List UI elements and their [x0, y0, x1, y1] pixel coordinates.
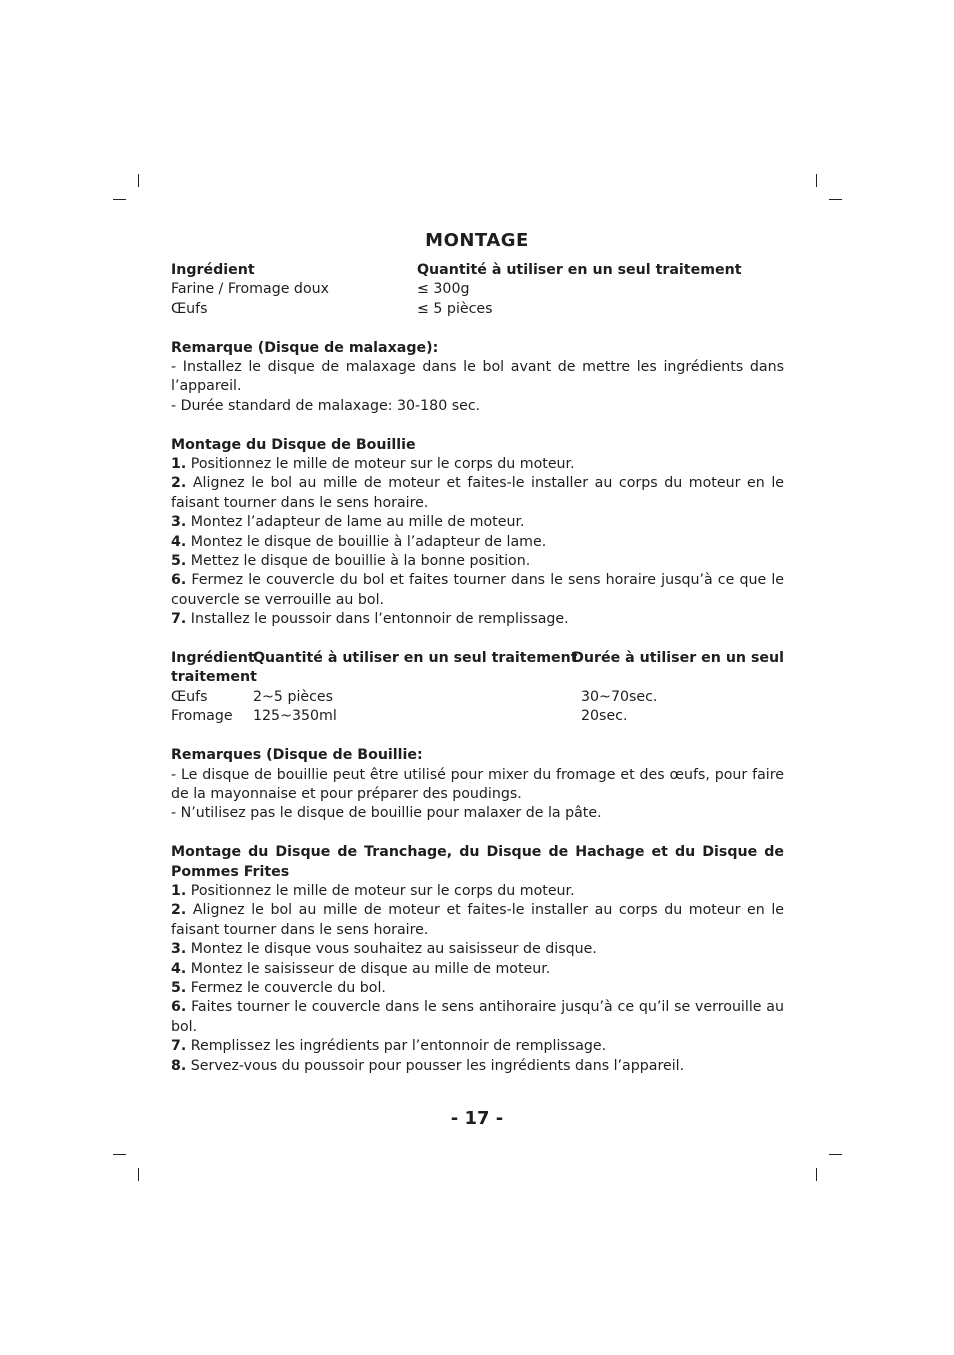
remark-line: - N’utilisez pas le disque de bouillie pour malaxer de la pâte. [171, 805, 602, 822]
table1-cell: Farine / Fromage doux [171, 281, 330, 298]
step-text: Montez le disque vous souhaitez au saisisseur de disque. [186, 941, 597, 958]
table-row [171, 707, 784, 726]
list-item [171, 998, 784, 1037]
list-item [171, 455, 784, 474]
table1-header-row [171, 261, 784, 280]
section-tranchage-heading: Montage du Disque de Tranchage, du Disque de Hachage et du Disque de Pommes Frites [171, 844, 784, 880]
table1-cell: Œufs [171, 300, 208, 317]
remark-bouillie-heading: Remarques (Disque de Bouillie: [171, 747, 423, 764]
list-item [171, 1057, 784, 1076]
table2-cell: 2~5 pièces [253, 688, 334, 705]
step-number: 5. [171, 979, 187, 996]
table2-header-duration: Durée à utiliser en un seul [572, 650, 784, 667]
table2-cell: 125~350ml [253, 708, 337, 725]
step-text: Mettez le disque de bouillie à la bonne position. [186, 553, 531, 570]
table2-header-row [171, 649, 784, 668]
list-item [171, 571, 784, 610]
step-number: 2. [171, 475, 187, 492]
table2-header-quantity: Quantité à utiliser en un seul traitement [253, 650, 578, 667]
step-number: 1. [171, 456, 187, 473]
step-text: Remplissez les ingrédients par l’entonnoir de remplissage. [186, 1038, 607, 1055]
table1-header-ingredient: Ingrédient [171, 262, 255, 278]
step-text: Montez le disque de bouillie à l’adapteur de lame. [186, 533, 547, 550]
list-item [171, 1037, 784, 1056]
step-text: Montez l’adapteur de lame au mille de moteur. [186, 514, 525, 531]
list-item [171, 882, 784, 901]
step-number: 7. [171, 611, 187, 628]
remark-line: - Durée standard de malaxage: 30-180 sec. [171, 397, 481, 414]
step-text: Positionnez le mille de moteur sur le corps du moteur. [186, 456, 575, 473]
crop-mark-top-right-vertical [816, 174, 817, 187]
step-text: Alignez le bol au mille de moteur et faites-le installer au corps du moteur en le faisant tourner dans le sens horaire. [171, 475, 784, 511]
step-number: 7. [171, 1038, 187, 1055]
table-row [171, 280, 784, 299]
section-bouillie-heading: Montage du Disque de Bouillie [171, 436, 416, 453]
step-text: Servez-vous du poussoir pour pousser les ingrédients dans l’appareil. [186, 1057, 685, 1074]
crop-mark-bottom-left-vertical [138, 1168, 139, 1181]
table2-header-ingredient: Ingrédient [171, 650, 255, 667]
list-item [171, 513, 784, 532]
crop-mark-top-left-vertical [138, 174, 139, 187]
remark-line: - Le disque de bouillie peut être utilisé pour mixer du fromage et des œufs, pour faire de la mayonnaise et pour préparer des poudings. [171, 766, 784, 802]
page-number: - 17 - [450, 1108, 504, 1129]
step-number: 4. [171, 960, 187, 977]
step-number: 6. [171, 999, 187, 1016]
step-number: 6. [171, 572, 187, 589]
step-number: 2. [171, 902, 187, 919]
step-number: 5. [171, 553, 187, 570]
step-text: Faites tourner le couvercle dans le sens antihoraire jusqu’à ce qu’il se verrouille au bol. [171, 999, 784, 1035]
table2-header-duration-continued: traitement [171, 669, 257, 686]
step-text: Installez le poussoir dans l’entonnoir de remplissage. [186, 611, 569, 628]
step-text: Montez le saisisseur de disque au mille de moteur. [186, 960, 551, 977]
remark-line: - Installez le disque de malaxage dans le bol avant de mettre les ingrédients dans l’appareil. [171, 359, 784, 395]
list-item [171, 533, 784, 552]
table1-header-quantity: Quantité à utiliser en un seul traitement [417, 262, 742, 278]
step-text: Alignez le bol au mille de moteur et faites-le installer au corps du moteur en le faisant tourner dans le sens horaire. [171, 902, 784, 938]
page-title: MONTAGE [425, 230, 529, 251]
step-number: 8. [171, 1057, 187, 1074]
step-number: 1. [171, 882, 187, 899]
crop-mark-top-right-horizontal [829, 199, 842, 200]
list-item [171, 901, 784, 940]
crop-mark-bottom-right-horizontal [829, 1154, 842, 1155]
page-content [171, 261, 784, 1076]
step-text: Fermez le couvercle du bol. [186, 979, 386, 996]
table1-cell: ≤ 300g [417, 281, 470, 298]
step-number: 3. [171, 941, 187, 958]
table2-cell: Fromage [171, 708, 233, 725]
list-item [171, 610, 784, 629]
crop-mark-bottom-right-vertical [816, 1168, 817, 1181]
table2-cell: 20sec. [581, 708, 628, 725]
step-text: Fermez le couvercle du bol et faites tourner dans le sens horaire jusqu’à ce que le couvercle se verrouille au bol. [171, 572, 784, 608]
table-row [171, 688, 784, 707]
table2-cell: Œufs [171, 688, 208, 705]
remark-malaxage-heading: Remarque (Disque de malaxage): [171, 339, 439, 356]
list-item [171, 552, 784, 571]
table1-cell: ≤ 5 pièces [417, 300, 493, 317]
list-item [171, 960, 784, 979]
step-number: 3. [171, 514, 187, 531]
table2-cell: 30~70sec. [581, 688, 658, 705]
crop-mark-bottom-left-horizontal [113, 1154, 126, 1155]
list-item [171, 979, 784, 998]
table-row [171, 300, 784, 319]
crop-mark-top-left-horizontal [113, 199, 126, 200]
step-text: Positionnez le mille de moteur sur le corps du moteur. [186, 882, 575, 899]
step-number: 4. [171, 533, 187, 550]
list-item [171, 940, 784, 959]
list-item [171, 474, 784, 513]
